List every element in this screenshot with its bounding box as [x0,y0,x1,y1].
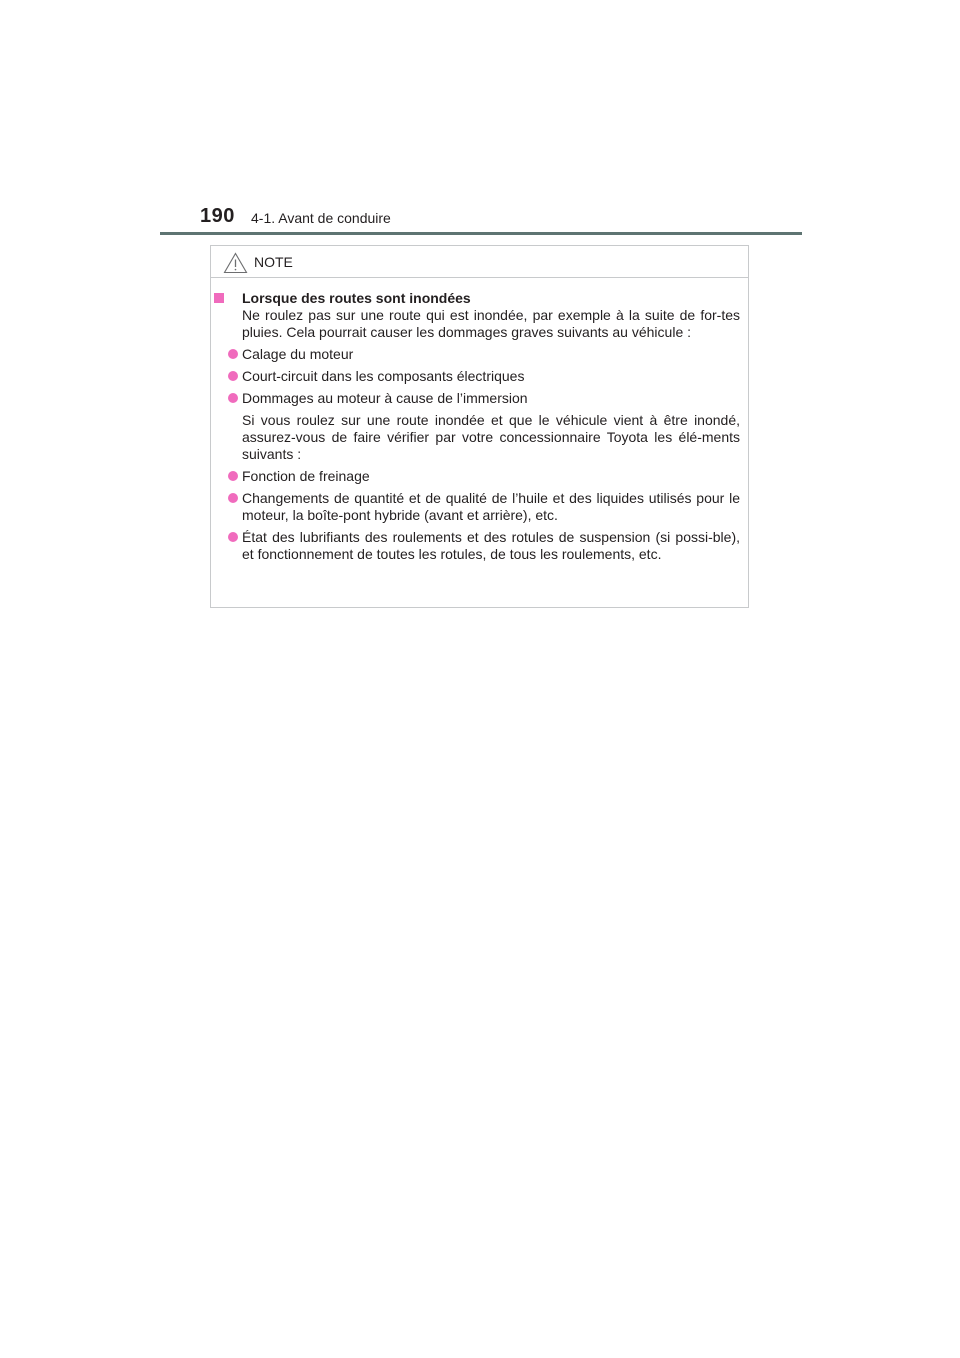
page-number: 190 [200,205,235,227]
bullet-dot-icon [228,532,238,542]
note-label: NOTE [254,254,293,270]
bullet-dot-icon [228,393,238,403]
list-item-text: Court-circuit dans les composants électriques [242,368,525,384]
note-header [211,246,748,278]
page-header [160,203,802,233]
header-rule [160,232,802,235]
list-item [242,490,740,524]
square-bullet-icon [214,293,224,303]
note-heading-text: Lorsque des routes sont inondées [242,290,471,306]
bullet-dot-icon [228,371,238,381]
note-heading [242,290,740,307]
list-item [242,346,740,363]
bullet-dot-icon [228,471,238,481]
list-item-text: Calage du moteur [242,346,354,362]
list-item-text: Changements de quantité et de qualité de l’huile et des liquides utilisés pour le moteur, la boîte-pont hybride (avant et arrière), etc. [242,490,740,523]
list-item [242,468,740,485]
list-item-text: État des lubrifiants des roulements et des rotules de suspension (si possi-ble), et fonctionnement de toutes les rotules, de tous les roulements, etc. [242,529,740,562]
section-title: 4-1. Avant de conduire [251,210,391,226]
note-body [211,278,748,563]
note-box [210,245,749,608]
intro-paragraph: Ne roulez pas sur une route qui est inondée, par exemple à la suite de for-tes pluies. Cela pourrait causer les dommages graves suivants au véhicule : [242,307,740,340]
warning-triangle-icon [223,252,248,274]
bullet-dot-icon [228,349,238,359]
bullet-dot-icon [228,493,238,503]
followup-paragraph: Si vous roulez sur une route inondée et que le véhicule vient à être inondé, assurez-vous de faire vérifier par votre concessionnaire Toyota les élé-ments suivants : [242,412,740,462]
list-item-text: Dommages au moteur à cause de l’immersion [242,390,528,406]
list-item-text: Fonction de freinage [242,468,370,484]
list-item [242,529,740,563]
list-item [242,368,740,385]
list-item [242,390,740,407]
